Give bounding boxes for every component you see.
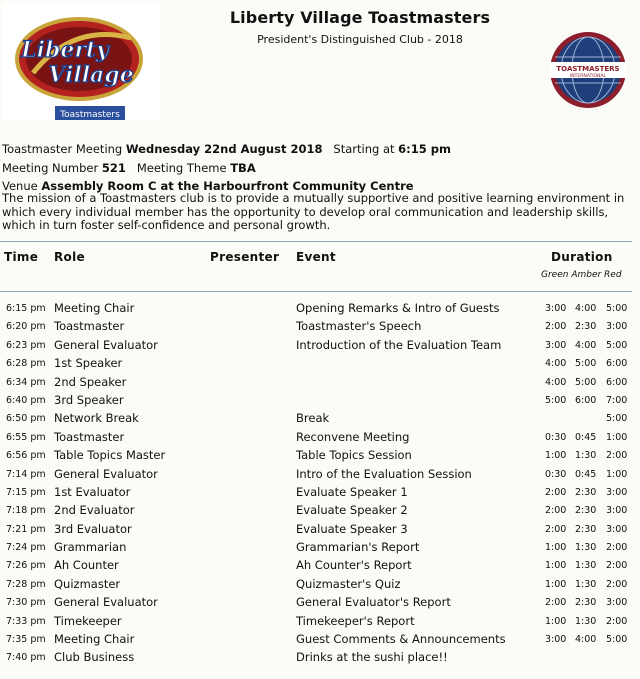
agenda-row <box>0 353 640 371</box>
agenda-role: 2nd Speaker <box>54 374 127 389</box>
duration-green: 2:00 <box>545 523 567 535</box>
agenda-time: 7:35 pm <box>6 634 46 646</box>
duration-amber: 0:45 <box>575 468 597 480</box>
agenda-event: Timekeeper's Report <box>296 613 415 628</box>
duration-amber: 2:30 <box>575 321 597 333</box>
agenda-time: 6:56 pm <box>6 450 46 462</box>
venue: Assembly Room C at the Harbourfront Community Centre <box>41 179 414 193</box>
agenda-time: 6:28 pm <box>6 358 46 370</box>
agenda-time: 6:55 pm <box>6 431 46 443</box>
agenda-role: 3rd Evaluator <box>54 521 132 536</box>
agenda-row <box>0 390 640 408</box>
agenda-row <box>0 316 640 334</box>
duration-amber: 5:00 <box>575 376 597 388</box>
agenda-role: Meeting Chair <box>54 632 135 647</box>
agenda-role: General Evaluator <box>54 595 158 610</box>
duration-red: 5:00 <box>606 339 628 351</box>
agenda-time: 6:23 pm <box>6 339 46 351</box>
agenda-role: Club Business <box>54 650 135 665</box>
duration-red: 2:00 <box>606 615 628 627</box>
agenda-time: 6:15 pm <box>6 303 46 314</box>
col-subheader-duration: Green Amber Red <box>541 270 622 280</box>
agenda-role: General Evaluator <box>54 466 158 481</box>
col-header-presenter: Presenter <box>210 250 280 264</box>
agenda-event: Drinks at the sushi place!! <box>296 650 448 665</box>
duration-amber: 1:30 <box>575 560 597 572</box>
agenda-row <box>0 445 640 463</box>
agenda-row <box>0 482 640 500</box>
agenda-row <box>0 335 640 353</box>
logo-text-line1: Liberty <box>21 37 109 63</box>
agenda-role: Grammarian <box>54 540 127 555</box>
agenda-role: 1st Speaker <box>54 356 123 371</box>
duration-amber: 4:00 <box>575 303 597 314</box>
agenda-row <box>0 500 640 518</box>
duration-red: 3:00 <box>606 597 628 609</box>
agenda-event: Toastmaster's Speech <box>296 319 422 334</box>
duration-green: 2:00 <box>545 321 567 333</box>
start-label: Starting at <box>333 142 395 156</box>
duration-amber: 1:30 <box>575 542 597 554</box>
agenda-row <box>0 647 640 665</box>
agenda-role: 2nd Evaluator <box>54 503 135 518</box>
agenda-time: 7:26 pm <box>6 560 46 572</box>
duration-amber: 2:30 <box>575 523 597 535</box>
agenda-row <box>0 574 640 592</box>
agenda-row <box>0 555 640 573</box>
agenda-time: 6:40 pm <box>6 394 46 406</box>
agenda-time: 7:33 pm <box>6 615 46 627</box>
agenda-event: Ah Counter's Report <box>296 558 412 573</box>
duration-red: 3:00 <box>606 523 628 535</box>
duration-amber: 6:00 <box>575 394 597 406</box>
agenda-row <box>0 592 640 610</box>
agenda-time: 7:14 pm <box>6 468 46 480</box>
liberty-village-logo <box>3 3 160 121</box>
agenda-event: Evaluate Speaker 2 <box>296 503 408 518</box>
agenda-role: Toastmaster <box>54 319 125 334</box>
duration-red: 5:00 <box>606 634 628 646</box>
duration-red: 1:00 <box>606 431 628 443</box>
agenda-time: 7:15 pm <box>6 486 46 498</box>
col-header-duration: Duration <box>551 250 613 264</box>
header-bottom-rule <box>0 291 632 292</box>
duration-amber: 1:30 <box>575 450 597 462</box>
agenda-time: 7:40 pm <box>6 652 46 664</box>
duration-red: 2:00 <box>606 450 628 462</box>
agenda-role: Quizmaster <box>54 576 121 591</box>
duration-green: 3:00 <box>545 303 567 314</box>
duration-red: 5:00 <box>606 303 628 314</box>
duration-green: 2:00 <box>545 486 567 498</box>
duration-green: 1:00 <box>545 450 567 462</box>
logo-text-line2: Village <box>48 62 134 88</box>
duration-red: 5:00 <box>606 413 628 425</box>
club-subtitle: President's Distinguished Club - 2018 <box>257 33 463 46</box>
agenda-role: Table Topics Master <box>54 448 166 463</box>
agenda-row <box>0 519 640 537</box>
agenda-event: Opening Remarks & Intro of Guests <box>296 301 500 315</box>
agenda-time: 6:50 pm <box>6 413 46 425</box>
toastmasters-international-logo <box>548 30 628 110</box>
agenda-event: Evaluate Speaker 1 <box>296 484 408 499</box>
agenda-event: Reconvene Meeting <box>296 429 410 444</box>
agenda-time: 6:34 pm <box>6 376 46 388</box>
duration-amber: 2:30 <box>575 486 597 498</box>
duration-green: 3:00 <box>545 634 567 646</box>
col-header-time: Time <box>4 250 39 264</box>
agenda-row <box>0 408 640 426</box>
duration-green: 1:00 <box>545 578 567 590</box>
agenda-event: Break <box>296 411 330 426</box>
agenda-row <box>0 611 640 629</box>
duration-amber: 2:30 <box>575 597 597 609</box>
duration-amber: 0:45 <box>575 431 597 443</box>
duration-red: 3:00 <box>606 486 628 498</box>
duration-red: 2:00 <box>606 578 628 590</box>
header-top-rule <box>0 241 632 242</box>
venue-label: Venue <box>2 179 38 193</box>
duration-red: 6:00 <box>606 358 628 370</box>
duration-green: 2:00 <box>545 597 567 609</box>
meeting-theme-label: Meeting Theme <box>136 160 227 175</box>
agenda-role: 1st Evaluator <box>54 484 131 499</box>
duration-amber: 4:00 <box>575 634 597 646</box>
duration-green: 4:00 <box>545 358 567 370</box>
meeting-number-line <box>2 159 451 178</box>
tmi-logo-text: TOASTMASTERS <box>556 65 620 73</box>
agenda-event: Grammarian's Report <box>296 540 420 555</box>
agenda-event: Intro of the Evaluation Session <box>296 466 472 481</box>
duration-green: 1:00 <box>545 615 567 627</box>
agenda-event: Guest Comments & Announcements <box>296 632 506 647</box>
duration-red: 2:00 <box>606 542 628 554</box>
duration-green: 1:00 <box>545 560 567 572</box>
agenda-row <box>0 629 640 647</box>
agenda-event: Table Topics Session <box>296 448 412 463</box>
duration-amber: 4:00 <box>575 339 597 351</box>
col-header-event: Event <box>296 250 336 264</box>
duration-green: 0:30 <box>545 468 567 480</box>
duration-amber: 2:30 <box>575 505 597 517</box>
mission-statement: The mission of a Toastmasters club is to provide a mutually supportive and positive learning environment in which every individual member has the opportunity to develop oral communication and leadership skills, which in turn foster self-confidence and personal growth. <box>2 191 625 232</box>
meeting-number: 521 <box>101 160 126 175</box>
duration-amber: 5:00 <box>575 358 597 370</box>
agenda-row <box>0 464 640 482</box>
duration-red: 6:00 <box>606 376 628 388</box>
agenda-role: Network Break <box>54 411 139 426</box>
agenda-row <box>0 298 640 316</box>
meeting-type-label: Toastmaster Meeting <box>2 142 123 156</box>
duration-red: 3:00 <box>606 321 628 333</box>
agenda-event: Quizmaster's Quiz <box>296 576 401 591</box>
meeting-info <box>2 140 451 196</box>
duration-green: 4:00 <box>545 376 567 388</box>
duration-red: 7:00 <box>606 394 628 406</box>
agenda-role: Ah Counter <box>54 558 119 573</box>
agenda-time: 7:30 pm <box>6 597 46 609</box>
duration-red: 2:00 <box>606 560 628 572</box>
agenda-event: Evaluate Speaker 3 <box>296 521 408 536</box>
col-header-role: Role <box>54 250 85 264</box>
tmi-logo-subtext: INTERNATIONAL <box>569 74 607 79</box>
agenda-table <box>0 298 640 666</box>
agenda-time: 7:28 pm <box>6 578 46 590</box>
meeting-number-label: Meeting Number <box>2 160 99 175</box>
agenda-row <box>0 427 640 445</box>
agenda-time: 6:20 pm <box>6 321 46 333</box>
agenda-role: Meeting Chair <box>54 301 135 315</box>
duration-green: 2:00 <box>545 505 567 517</box>
duration-amber: 1:30 <box>575 615 597 627</box>
duration-green: 1:00 <box>545 542 567 554</box>
agenda-role: 3rd Speaker <box>54 392 124 407</box>
agenda-time: 7:18 pm <box>6 505 46 517</box>
agenda-role: General Evaluator <box>54 337 158 352</box>
meeting-theme: TBA <box>230 160 256 175</box>
agenda-row <box>0 372 640 390</box>
agenda-role: Timekeeper <box>54 613 122 628</box>
agenda-event: Introduction of the Evaluation Team <box>296 337 502 352</box>
duration-amber: 1:30 <box>575 578 597 590</box>
duration-green: 5:00 <box>545 394 567 406</box>
logo-banner-text: Toastmasters <box>60 110 120 120</box>
duration-green: 0:30 <box>545 431 567 443</box>
duration-green: 3:00 <box>545 339 567 351</box>
meeting-date-line <box>2 140 451 159</box>
duration-red: 1:00 <box>606 468 628 480</box>
agenda-role: Toastmaster <box>54 429 125 444</box>
agenda-time: 7:24 pm <box>6 542 46 554</box>
club-title: Liberty Village Toastmasters <box>229 8 491 27</box>
agenda-time: 7:21 pm <box>6 523 46 535</box>
agenda-row <box>0 537 640 555</box>
meeting-date: Wednesday 22nd August 2018 <box>125 142 323 156</box>
duration-red: 3:00 <box>606 505 628 517</box>
agenda-event: General Evaluator's Report <box>296 595 451 610</box>
start-time: 6:15 pm <box>398 142 451 156</box>
